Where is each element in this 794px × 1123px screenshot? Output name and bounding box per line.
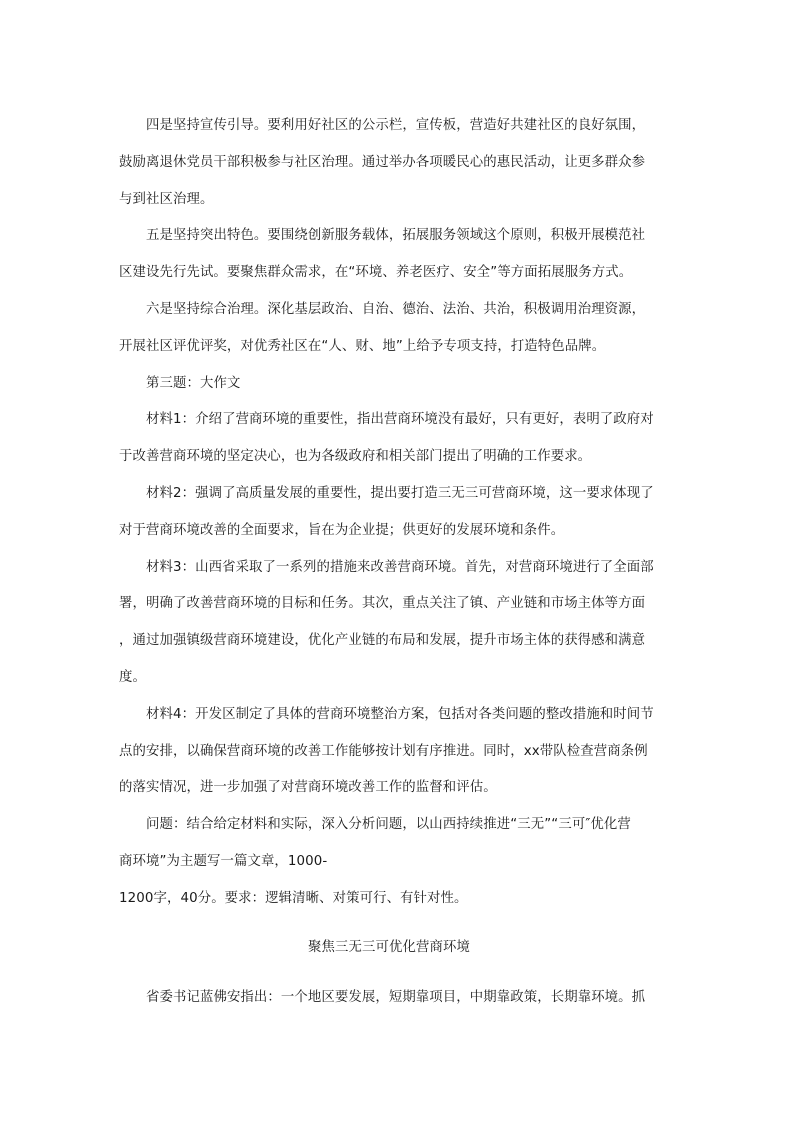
paragraph-line: 省委书记蓝佛安指出：一个地区要发展，短期靠项目，中期靠政策，长期靠环境。抓 bbox=[146, 989, 646, 1005]
paragraph-line: 鼓励离退休党员干部积极参与社区治理。通过举办各项暖民心的惠民活动，让更多群众参 bbox=[119, 154, 646, 170]
paragraph-line: 1200字，40分。要求：逻辑清晰、对策可行、有针对性。 bbox=[119, 890, 468, 906]
paragraph-line: 的落实情况，进一步加强了对营商环境改善工作的监督和评估。 bbox=[119, 780, 497, 796]
paragraph-line: 四是坚持宣传引导。要利用好社区的公示栏，宣传板，营造好共建社区的良好氛围， bbox=[146, 118, 646, 133]
paragraph-line: 商环境”为主题写一篇文章，1000- bbox=[119, 853, 328, 869]
section-heading: 第三题：大作文 bbox=[146, 375, 241, 391]
paragraph-line: ，通过加强镇级营商环境建设，优化产业链的布局和发展，提升市场主体的获得感和满意 bbox=[119, 633, 646, 649]
paragraph-line: 材料2：强调了高质量发展的重要性，提出要打造三无三可营商环境，这一要求体现了 bbox=[146, 485, 654, 501]
paragraph-line: 点的安排，以确保营商环境的改善工作能够按计划有序推进。同时，xx带队检查营商条例 bbox=[119, 743, 648, 759]
paragraph-line: 于改善营商环境的坚定决心，也为各级政府和相关部门提出了明确的工作要求。 bbox=[119, 449, 592, 465]
paragraph-line: 问题：结合给定材料和实际，深入分析问题，以山西持续推进“三无”“三可″优化营 bbox=[146, 817, 631, 833]
paragraph-line: 六是坚持综合治理。深化基层政治、自治、德治、法治、共治，积极调用治理资源， bbox=[146, 301, 646, 317]
paragraph-line: 与到社区治理。 bbox=[119, 191, 214, 207]
paragraph-line: 材料1：介绍了营商环境的重要性，指出营商环境没有最好，只有更好，表明了政府对 bbox=[146, 412, 654, 428]
paragraph-line: 区建设先行先试。要聚焦群众需求，在“环境、养老医疗、安全”等方面拓展服务方式。 bbox=[119, 265, 633, 281]
paragraph-line: 五是坚持突出特色。要围绕创新服务载体，拓展服务领域这个原则，积极开展模范社 bbox=[146, 228, 646, 244]
paragraph-line: 材料4：开发区制定了具体的营商环境整治方案，包括对各类问题的整改措施和时间节 bbox=[146, 706, 654, 722]
paragraph-line: 度。 bbox=[119, 669, 146, 685]
paragraph-line: 材料3：山西省采取了一系列的措施来改善营商环境。首先，对营商环境进行了全面部 bbox=[146, 559, 654, 575]
document-body bbox=[119, 108, 659, 1016]
essay-title: 聚焦三无三可优化营商环境 bbox=[308, 939, 470, 955]
paragraph-line: 对于营商环境改善的全面要求，旨在为企业提；供更好的发展环境和条件。 bbox=[119, 522, 565, 538]
paragraph-line: 开展社区评优评奖，对优秀社区在“人、财、地”上给予专项支持，打造特色品牌。 bbox=[119, 338, 606, 354]
paragraph-line: 署，明确了改善营商环境的目标和任务。其次，重点关注了镇、产业链和市场主体等方面 bbox=[119, 596, 646, 612]
